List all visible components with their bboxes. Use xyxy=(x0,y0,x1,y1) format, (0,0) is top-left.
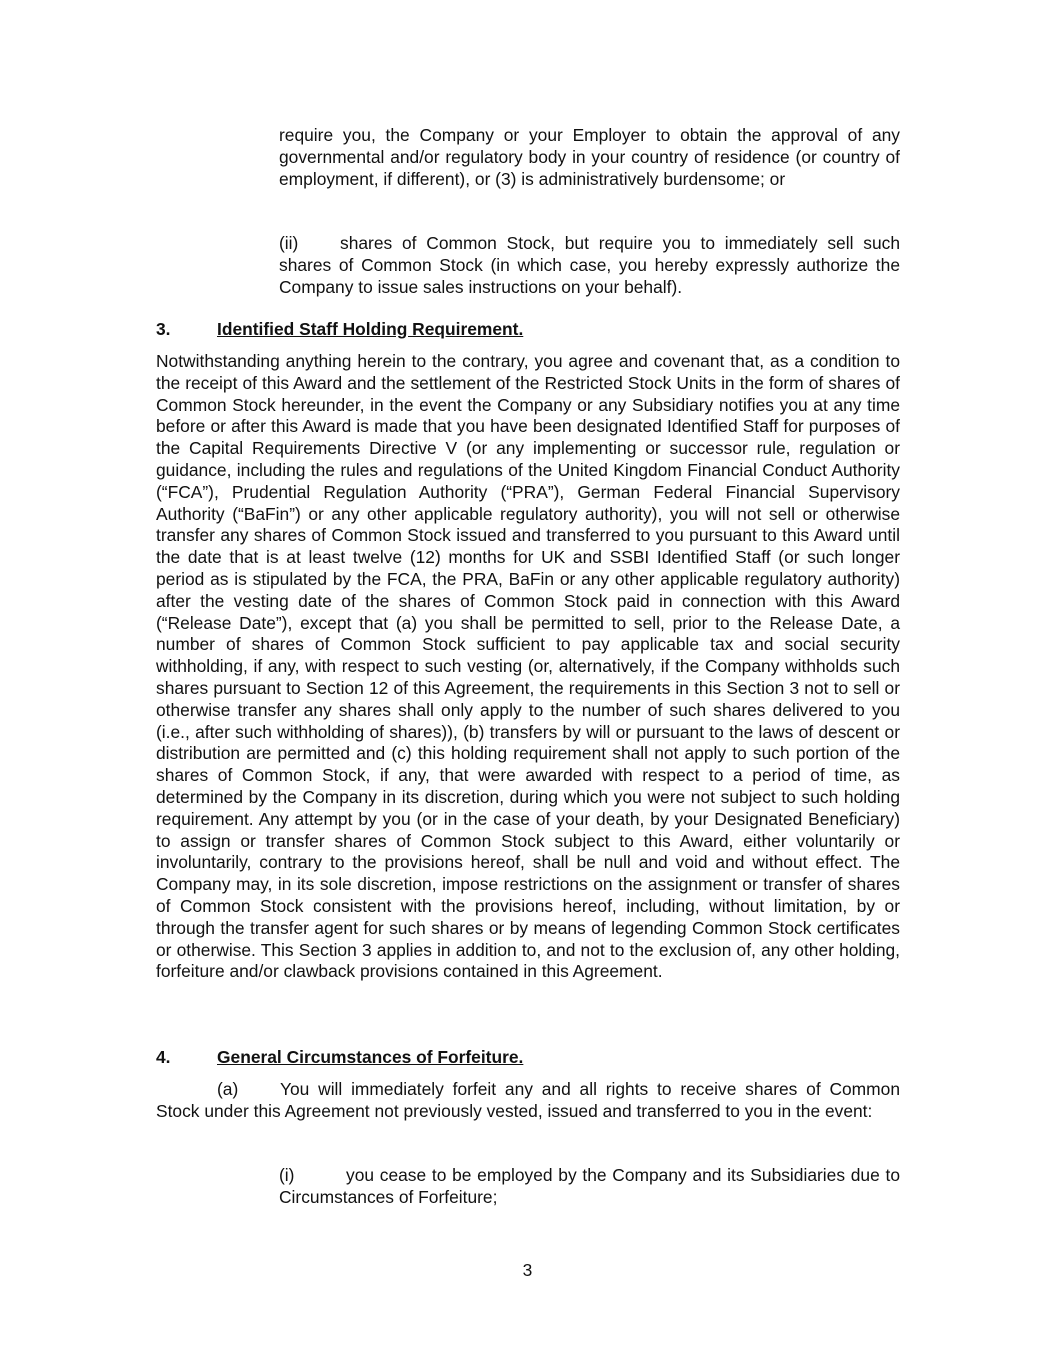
section-4-heading xyxy=(156,1047,523,1069)
section-4-paragraph-a-label: (a) xyxy=(217,1079,239,1099)
section-4-number: 4. xyxy=(156,1047,171,1067)
list-item-ii xyxy=(279,233,900,298)
section-3-body-text: Notwithstanding anything herein to the contrary, you agree and covenant that, as a condition to the receipt of this Award and the settlement of the Restricted Stock Units in the form of shares of Common Stock hereunder, in the event the Company or any Subsidiary notifies you at any time before or after this Award is made that you have been designated Identified Staff for purposes of the Capital Requirements Directive V (or any implementing or successor rule, regulation or guidance, including the rules and regulations of the United Kingdom Financial Conduct Authority (“FCA”), Prudential Regulation Authority (“PRA”), German Federal Financial Supervisory Authority (“BaFin”) or any other applicable regulatory authority), you will not sell or otherwise transfer any shares of Common Stock issued and transferred to you pursuant to this Award until the date that is at least twelve (12) months for UK and SSBI Identified Staff (or such longer period as is stipulated by the FCA, the PRA, BaFin or any other applicable regulatory authority) after the vesting date of the shares of Common Stock paid in connection with this Award (“Release Date”), except that (a) you shall be permitted to sell, prior to the Release Date, a number of shares of Common Stock sufficient to pay applicable tax and social security withholding, if any, with respect to such vesting (or, alternatively, if the Company withholds such shares pursuant to Section 12 of this Agreement, the requirements in this Section 3 not to sell or otherwise transfer any shares shall only apply to the number of such shares delivered to you (i.e., after such withholding of shares)), (b) transfers by will or pursuant to the laws of descent or distribution are permitted and (c) this holding requirement shall not apply to such portion of the shares of Common Stock, if any, that were awarded with respect to a period of time, as determined by the Company in its discretion, during which you were not subject to such holding requirement. Any attempt by you (or in the case of your death, by your Designated Beneficiary) to assign or transfer shares of Common Stock subject to this Award, either voluntarily or involuntarily, contrary to the provisions hereof, shall be null and void and without effect. The Company may, in its sole discretion, impose restrictions on the assignment or transfer of shares of Common Stock consistent with the provisions hereof, including, without limitation, by or through the transfer agent for such shares or by means of legending Common Stock certificates or otherwise. This Section 3 applies in addition to, and not to the exclusion of, any other holding, forfeiture and/or clawback provisions contained in this Agreement. xyxy=(156,351,900,982)
list-item-i xyxy=(279,1165,900,1209)
section-3-title: Identified Staff Holding Requirement. xyxy=(217,319,524,339)
section-4-paragraph-a-text: You will immediately forfeit any and all rights to receive shares of Common Stock under this Agreement not previously vested, issued and transferred to you in the event: xyxy=(156,1079,900,1121)
section-4-title: General Circumstances of Forfeiture. xyxy=(217,1047,524,1067)
list-item-i-text: you cease to be employed by the Company and its Subsidiaries due to Circumstances of Forfeiture; xyxy=(279,1165,900,1207)
section-4-paragraph-a xyxy=(156,1079,900,1123)
continued-paragraph-text: require you, the Company or your Employer to obtain the approval of any governmental and/or regulatory body in your country of residence (or country of employment, if different), or (3) is administratively burdensome; or xyxy=(279,125,900,189)
page-number: 3 xyxy=(522,1260,533,1280)
section-3-number: 3. xyxy=(156,319,171,339)
list-item-i-label: (i) xyxy=(279,1165,295,1185)
list-item-ii-label: (ii) xyxy=(279,233,299,253)
section-3-body xyxy=(156,351,900,983)
list-item-ii-text: shares of Common Stock, but require you to immediately sell such shares of Common Stock (in which case, you hereby expressly authorize the Company to issue sales instructions on your behalf). xyxy=(279,233,900,297)
section-3-heading xyxy=(156,319,523,341)
continued-paragraph xyxy=(279,125,900,190)
